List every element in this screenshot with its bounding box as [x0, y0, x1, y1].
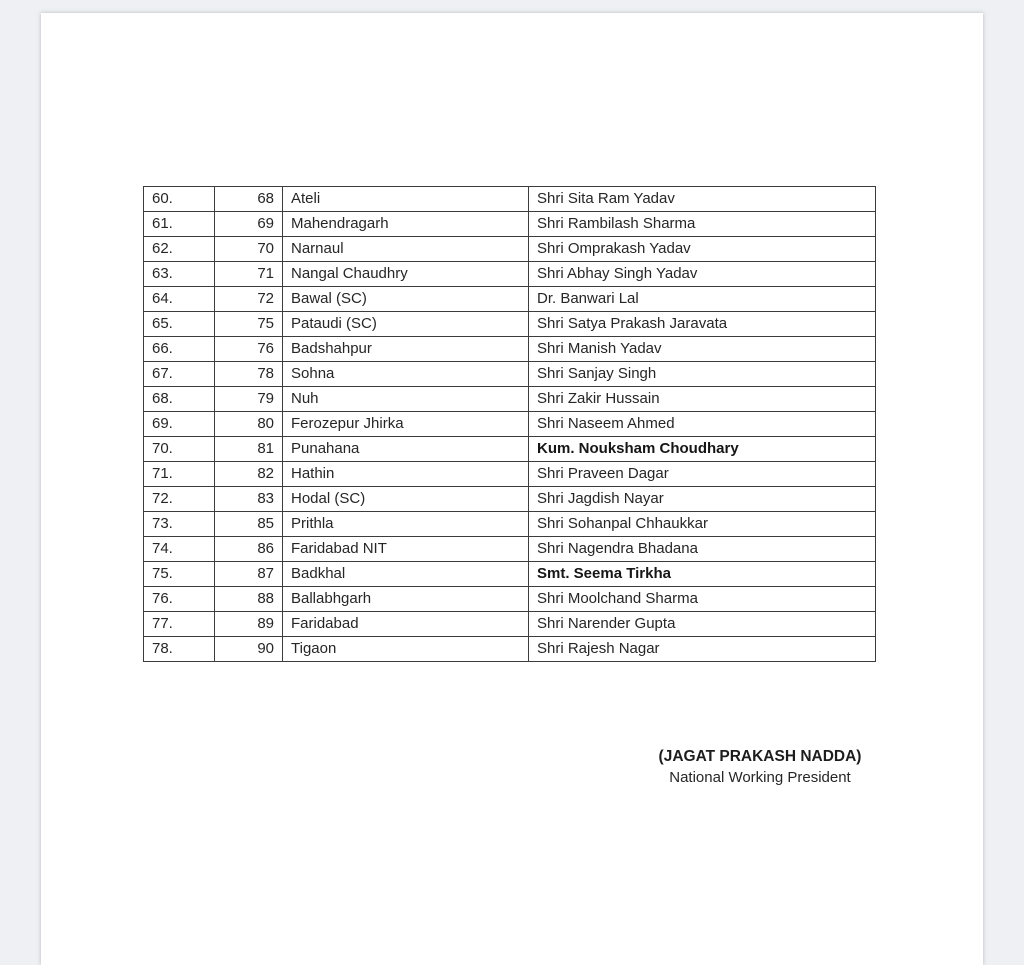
cell-candidate: Shri Zakir Hussain	[529, 387, 876, 412]
cell-candidate: Shri Omprakash Yadav	[529, 237, 876, 262]
table-row	[144, 237, 876, 262]
cell-constituency: Prithla	[283, 512, 529, 537]
cell-constituency: Narnaul	[283, 237, 529, 262]
cell-constituency: Tigaon	[283, 637, 529, 662]
candidate-table-body	[144, 187, 876, 662]
cell-candidate: Shri Moolchand Sharma	[529, 587, 876, 612]
cell-constituency: Badshahpur	[283, 337, 529, 362]
document-page	[41, 13, 983, 965]
cell-constituency: Faridabad	[283, 612, 529, 637]
cell-constituency: Nuh	[283, 387, 529, 412]
cell-candidate: Shri Nagendra Bhadana	[529, 537, 876, 562]
cell-no: 76	[215, 337, 283, 362]
cell-no: 90	[215, 637, 283, 662]
cell-no: 83	[215, 487, 283, 512]
table-row	[144, 637, 876, 662]
cell-no: 69	[215, 212, 283, 237]
cell-candidate: Shri Naseem Ahmed	[529, 412, 876, 437]
cell-serial: 74.	[144, 537, 215, 562]
cell-candidate: Shri Abhay Singh Yadav	[529, 262, 876, 287]
table-row	[144, 387, 876, 412]
table-row	[144, 262, 876, 287]
cell-candidate: Shri Jagdish Nayar	[529, 487, 876, 512]
cell-no: 79	[215, 387, 283, 412]
cell-candidate: Smt. Seema Tirkha	[529, 562, 876, 587]
cell-no: 85	[215, 512, 283, 537]
cell-constituency: Badkhal	[283, 562, 529, 587]
cell-candidate: Shri Praveen Dagar	[529, 462, 876, 487]
cell-no: 68	[215, 187, 283, 212]
table-row	[144, 337, 876, 362]
cell-candidate: Shri Manish Yadav	[529, 337, 876, 362]
cell-candidate: Shri Sita Ram Yadav	[529, 187, 876, 212]
cell-candidate: Shri Sanjay Singh	[529, 362, 876, 387]
cell-serial: 76.	[144, 587, 215, 612]
table-row	[144, 512, 876, 537]
cell-no: 72	[215, 287, 283, 312]
cell-constituency: Bawal (SC)	[283, 287, 529, 312]
cell-serial: 65.	[144, 312, 215, 337]
cell-no: 87	[215, 562, 283, 587]
signature-block	[640, 746, 880, 788]
cell-serial: 75.	[144, 562, 215, 587]
table-row	[144, 287, 876, 312]
table-row	[144, 537, 876, 562]
cell-constituency: Mahendragarh	[283, 212, 529, 237]
cell-serial: 61.	[144, 212, 215, 237]
cell-constituency: Sohna	[283, 362, 529, 387]
cell-candidate: Dr. Banwari Lal	[529, 287, 876, 312]
cell-serial: 62.	[144, 237, 215, 262]
cell-serial: 69.	[144, 412, 215, 437]
cell-candidate: Shri Sohanpal Chhaukkar	[529, 512, 876, 537]
cell-serial: 70.	[144, 437, 215, 462]
cell-constituency: Ferozepur Jhirka	[283, 412, 529, 437]
cell-no: 89	[215, 612, 283, 637]
cell-no: 88	[215, 587, 283, 612]
cell-constituency: Hathin	[283, 462, 529, 487]
cell-no: 78	[215, 362, 283, 387]
cell-serial: 66.	[144, 337, 215, 362]
signatory-title: National Working President	[669, 769, 851, 786]
cell-serial: 63.	[144, 262, 215, 287]
cell-no: 71	[215, 262, 283, 287]
cell-serial: 77.	[144, 612, 215, 637]
cell-candidate: Shri Rajesh Nagar	[529, 637, 876, 662]
table-row	[144, 362, 876, 387]
cell-serial: 73.	[144, 512, 215, 537]
cell-no: 80	[215, 412, 283, 437]
cell-no: 81	[215, 437, 283, 462]
cell-serial: 68.	[144, 387, 215, 412]
candidate-table	[143, 186, 876, 662]
table-row	[144, 212, 876, 237]
cell-serial: 64.	[144, 287, 215, 312]
cell-serial: 72.	[144, 487, 215, 512]
cell-candidate: Shri Rambilash Sharma	[529, 212, 876, 237]
cell-no: 70	[215, 237, 283, 262]
cell-constituency: Ateli	[283, 187, 529, 212]
cell-no: 82	[215, 462, 283, 487]
cell-constituency: Pataudi (SC)	[283, 312, 529, 337]
table-row	[144, 437, 876, 462]
cell-candidate: Kum. Nouksham Choudhary	[529, 437, 876, 462]
cell-constituency: Nangal Chaudhry	[283, 262, 529, 287]
cell-constituency: Ballabhgarh	[283, 587, 529, 612]
table-row	[144, 412, 876, 437]
cell-serial: 78.	[144, 637, 215, 662]
table-row	[144, 462, 876, 487]
cell-constituency: Punahana	[283, 437, 529, 462]
table-row	[144, 487, 876, 512]
table-row	[144, 587, 876, 612]
cell-candidate: Shri Narender Gupta	[529, 612, 876, 637]
table-row	[144, 187, 876, 212]
cell-serial: 67.	[144, 362, 215, 387]
cell-serial: 60.	[144, 187, 215, 212]
cell-constituency: Hodal (SC)	[283, 487, 529, 512]
signatory-name: (JAGAT PRAKASH NADDA)	[658, 748, 862, 765]
cell-no: 86	[215, 537, 283, 562]
cell-constituency: Faridabad NIT	[283, 537, 529, 562]
table-row	[144, 312, 876, 337]
table-row	[144, 612, 876, 637]
cell-no: 75	[215, 312, 283, 337]
cell-serial: 71.	[144, 462, 215, 487]
table-row	[144, 562, 876, 587]
cell-candidate: Shri Satya Prakash Jaravata	[529, 312, 876, 337]
